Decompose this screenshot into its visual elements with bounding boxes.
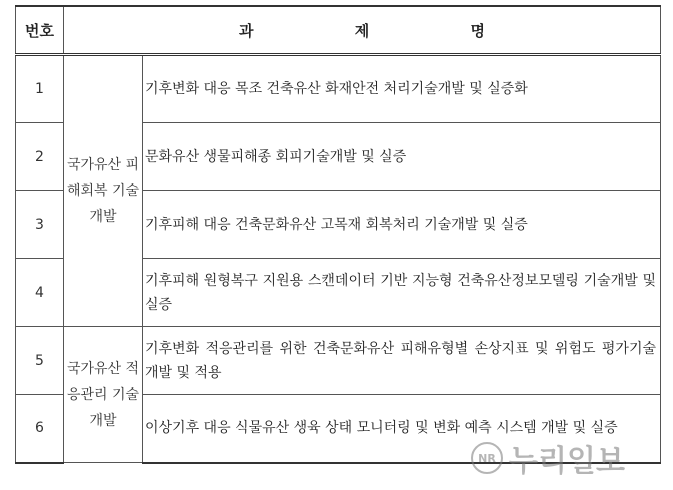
project-table (15, 5, 661, 464)
row-number: 4 (16, 259, 64, 327)
row-number: 6 (16, 395, 64, 463)
row-title: 기후피해 대응 건축문화유산 고목재 회복처리 기술개발 및 실증 (143, 191, 661, 259)
row-number: 3 (16, 191, 64, 259)
header-number: 번호 (16, 6, 64, 55)
table-row (16, 55, 661, 123)
header-row (16, 6, 661, 55)
watermark-logo-icon: NR (471, 442, 503, 474)
header-title-text: 과 제 명 (239, 21, 533, 40)
row-title: 기후변화 대응 목조 건축유산 화재안전 처리기술개발 및 실증화 (143, 55, 661, 123)
header-title (64, 6, 661, 55)
table-row (16, 327, 661, 395)
watermark-text: 누리일보 (509, 444, 625, 479)
row-number: 1 (16, 55, 64, 123)
row-title: 이상기후 대응 식물유산 생육 상태 모니터링 및 변화 예측 시스템 개발 및 실증 (143, 395, 661, 463)
row-title: 기후변화 적응관리를 위한 건축문화유산 피해유형별 손상지표 및 위험도 평가기술 개발 및 적용 (143, 327, 661, 395)
row-number: 2 (16, 123, 64, 191)
category-cell: 국가유산 적응관리 기술개발 (64, 327, 143, 463)
category-cell: 국가유산 피해회복 기술개발 (64, 55, 143, 327)
row-number: 5 (16, 327, 64, 395)
row-title: 기후피해 원형복구 지원용 스캔데이터 기반 지능형 건축유산정보모델링 기술개발 및 실증 (143, 259, 661, 327)
row-title: 문화유산 생물피해종 회피기술개발 및 실증 (143, 123, 661, 191)
